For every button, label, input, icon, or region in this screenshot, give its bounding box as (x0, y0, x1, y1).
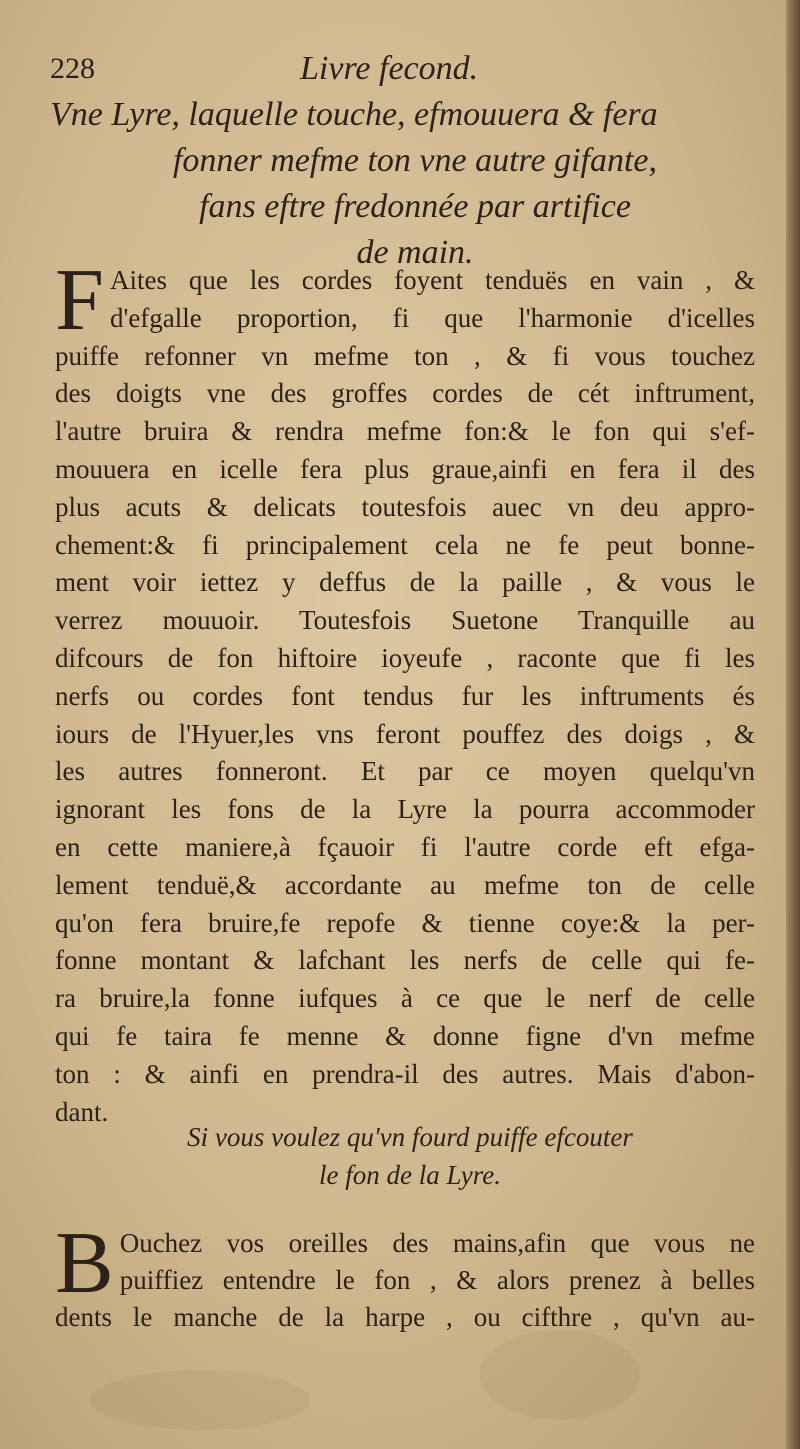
paper-stain (90, 1370, 310, 1430)
text-line: dents le manche de la harpe , ou cifthre , qu'vn au- (55, 1302, 755, 1332)
drop-cap: B (55, 1215, 114, 1312)
text-line: qui fe taira fe menne & donne figne d'vn mefme (55, 1020, 755, 1051)
page-number: 228 (50, 52, 95, 85)
text-line: chement:& fi principalement cela ne fe peut bonne- (55, 529, 755, 560)
text-line: difcours de fon hiftoire ioyeufe , raconte que fi les (55, 642, 755, 673)
text-line: l'autre bruira & rendra mefme fon:& le fon qui s'ef- (55, 416, 755, 447)
chapter-title-line: fans eftre fredonnée par artifice (199, 188, 631, 225)
chapter-title-line: Vne Lyre, laquelle touche, efmouuera & fera (50, 96, 658, 133)
text-line: qu'on fera bruire,fe repofe & tienne coye:& la per- (55, 907, 755, 938)
section-heading (110, 1118, 710, 1194)
text-line: ra bruire,la fonne iufques à ce que le nerf de celle (55, 983, 755, 1014)
page-edge (786, 0, 800, 1449)
text-line: Aites que les cordes foyent tenduës en vain , & (109, 265, 755, 295)
chapter-title (50, 92, 760, 276)
text-line: plus acuts & delicats toutesfois auec vn deu appro- (55, 491, 755, 522)
text-line: fonne montant & lafchant les nerfs de celle qui fe- (55, 945, 755, 976)
text-line: Ouchez vos oreilles des mains,afin que vous ne (119, 1228, 755, 1258)
drop-cap: F (55, 252, 104, 349)
paragraph-2 (55, 1215, 755, 1336)
text-line: mouuera en icelle fera plus graue,ainfi en fera il des (55, 453, 755, 484)
text-line: ignorant les fons de la Lyre la pourra accommoder (55, 794, 755, 825)
running-title: Livre fecond. (300, 50, 479, 87)
text-line: nerfs ou cordes font tendus fur les inftruments és (55, 680, 755, 711)
text-line: puiffiez entendre le fon , & alors prenez à belles (119, 1265, 755, 1295)
text-line: lement tenduë,& accordante au mefme ton de celle (55, 869, 755, 900)
text-line: ment voir iettez y deffus de la paille , & vous le (55, 567, 755, 598)
text-line: des doigts vne des groffes cordes de cét inftrument, (55, 378, 755, 409)
text-line: puiffe refonner vn mefme ton , & fi vous touchez (55, 340, 755, 371)
text-line: les autres fonneront. Et par ce moyen quelqu'vn (55, 756, 755, 787)
chapter-title-line: fonner mefme ton vne autre gifante, (172, 142, 658, 179)
text-line: en cette maniere,à fçauoir fi l'autre corde eft efga- (55, 831, 755, 862)
section-heading-line: Si vous voulez qu'vn fourd puiffe efcouter (187, 1122, 633, 1152)
page-header (50, 52, 760, 92)
section-heading-line: le fon de la Lyre. (319, 1160, 501, 1190)
chapter-title-line: de main. (356, 234, 474, 271)
paper-stain (480, 1330, 640, 1420)
text-line: dant. (55, 1096, 109, 1127)
text-line: d'efgalle proportion, fi que l'harmonie d'icelles (109, 302, 755, 333)
text-line: iours de l'Hyuer,les vns feront pouffez des doigs , & (55, 718, 755, 749)
text-line: ton : & ainfi en prendra-il des autres. Mais d'abon- (55, 1058, 755, 1089)
text-line: verrez mouuoir. Toutesfois Suetone Tranquille au (55, 605, 755, 636)
